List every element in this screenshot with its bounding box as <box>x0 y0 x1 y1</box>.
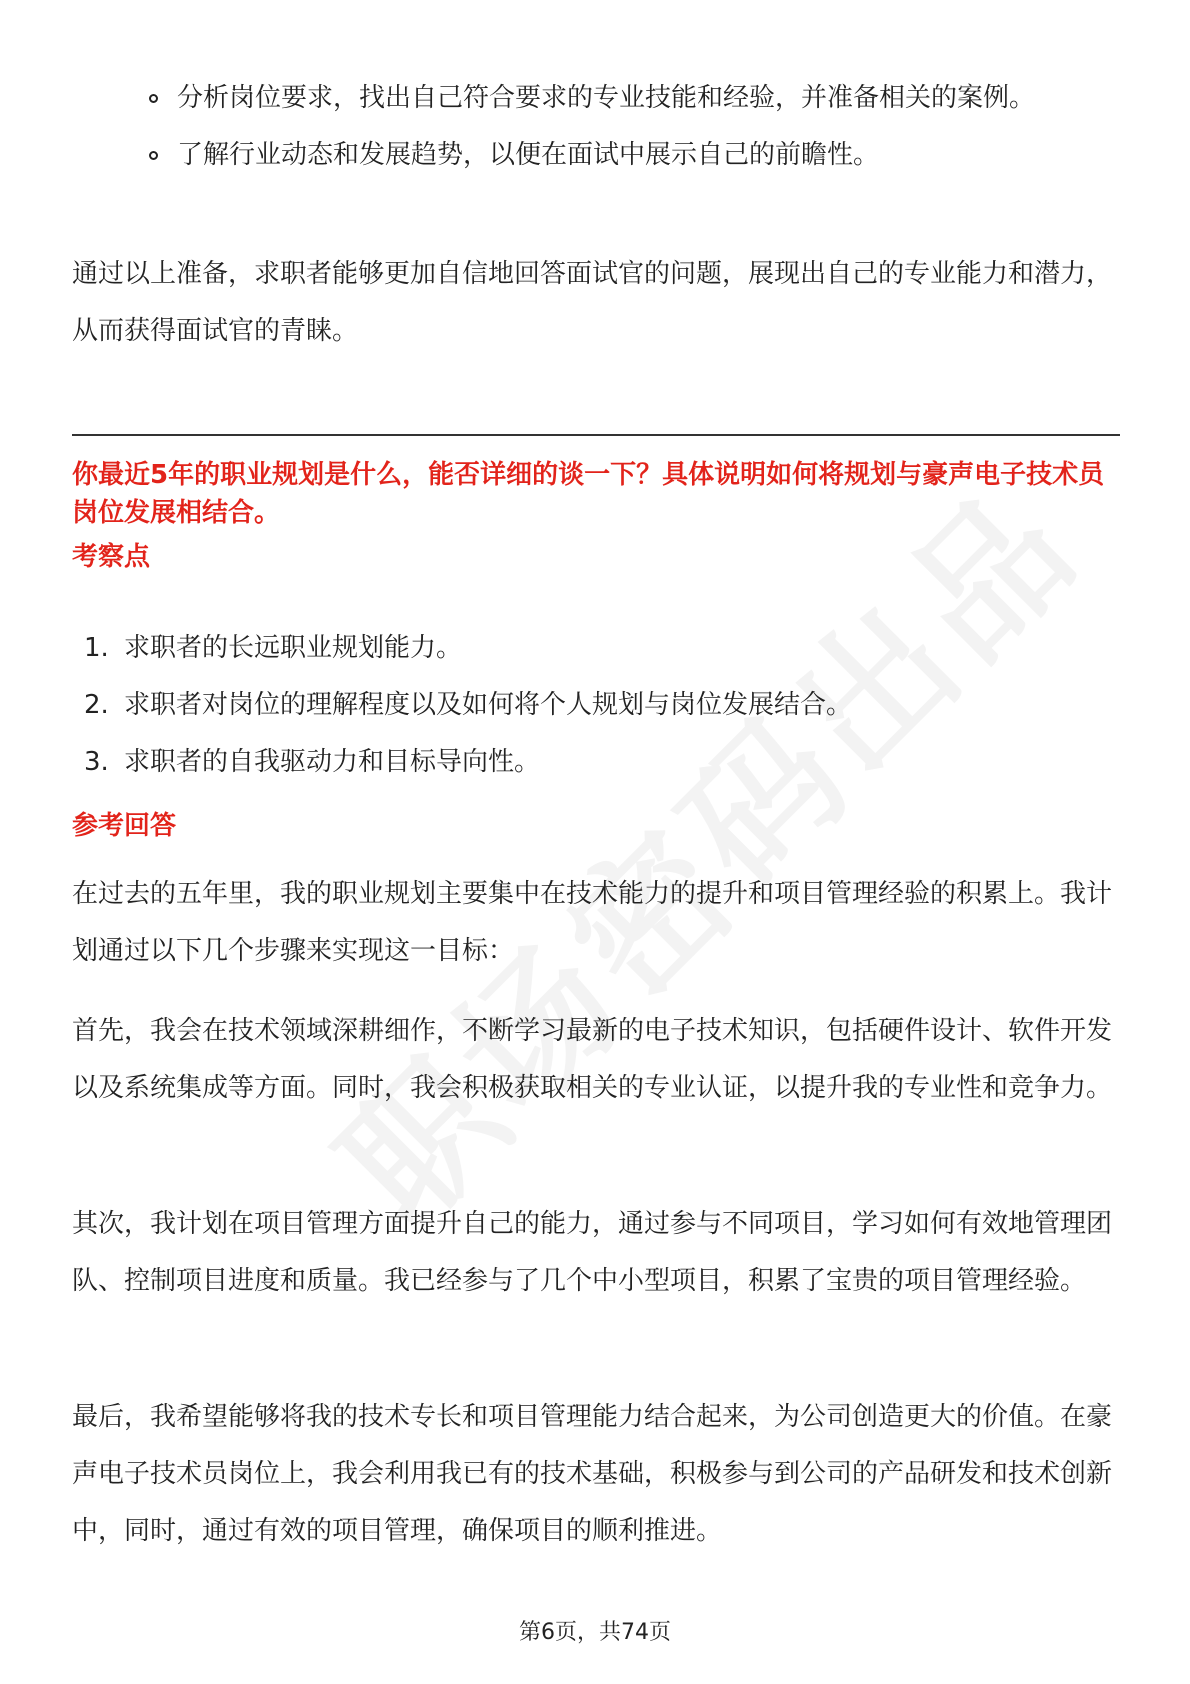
answer-paragraph: 最后，我希望能够将我的技术专长和项目管理能力结合起来，为公司创造更大的价值。在豪声电子技术员岗位上，我会利用我已有的技术基础，积极参与到公司的产品研发和技术创新中，同时，通过有效的项目管理，确保项目的顺利推进。 <box>72 1402 1113 1546</box>
bullet-text: 分析岗位要求，找出自己符合要求的专业技能和经验，并准备相关的案例。 <box>177 83 1036 113</box>
answer-heading: 参考回答 <box>72 811 177 841</box>
page-number: 第6页，共74页 <box>519 1620 671 1645</box>
list-item <box>145 70 1085 127</box>
hollow-bullet-icon <box>149 151 158 160</box>
list-item <box>145 127 1085 184</box>
answer-paragraph: 首先，我会在技术领域深耕细作，不断学习最新的电子技术知识，包括硬件设计、软件开发以及系统集成等方面。同时，我会积极获取相关的专业认证，以提升我的专业性和竞争力。 <box>72 1016 1113 1103</box>
points-list <box>84 620 1084 791</box>
list-text: 求职者对岗位的理解程度以及如何将个人规划与岗位发展结合。 <box>124 690 853 720</box>
answer-paragraph: 在过去的五年里，我的职业规划主要集中在技术能力的提升和项目管理经验的积累上。我计划通过以下几个步骤来实现这一目标： <box>72 879 1113 966</box>
list-item <box>84 620 1084 677</box>
list-item <box>84 734 1084 791</box>
list-text: 求职者的长远职业规划能力。 <box>124 633 463 663</box>
list-number: 2. <box>84 690 109 720</box>
list-number: 1. <box>84 633 109 663</box>
question-title: 你最近5年的职业规划是什么，能否详细的谈一下？具体说明如何将规划与豪声电子技术员岗位发展相结合。 <box>72 460 1105 528</box>
answer-paragraph: 其次，我计划在项目管理方面提升自己的能力，通过参与不同项目，学习如何有效地管理团队、控制项目进度和质量。我已经参与了几个中小型项目，积累了宝贵的项目管理经验。 <box>72 1209 1113 1296</box>
list-text: 求职者的自我驱动力和目标导向性。 <box>124 747 541 777</box>
prep-bullet-list <box>145 70 1085 184</box>
hollow-bullet-icon <box>149 94 158 103</box>
list-number: 3. <box>84 747 109 777</box>
bullet-text: 了解行业动态和发展趋势，以便在面试中展示自己的前瞻性。 <box>177 140 880 170</box>
summary-paragraph: 通过以上准备，求职者能够更加自信地回答面试官的问题，展现出自己的专业能力和潜力，从而获得面试官的青睐。 <box>72 259 1113 346</box>
section-divider <box>72 434 1120 436</box>
points-heading: 考察点 <box>72 542 151 572</box>
list-item <box>84 677 1084 734</box>
